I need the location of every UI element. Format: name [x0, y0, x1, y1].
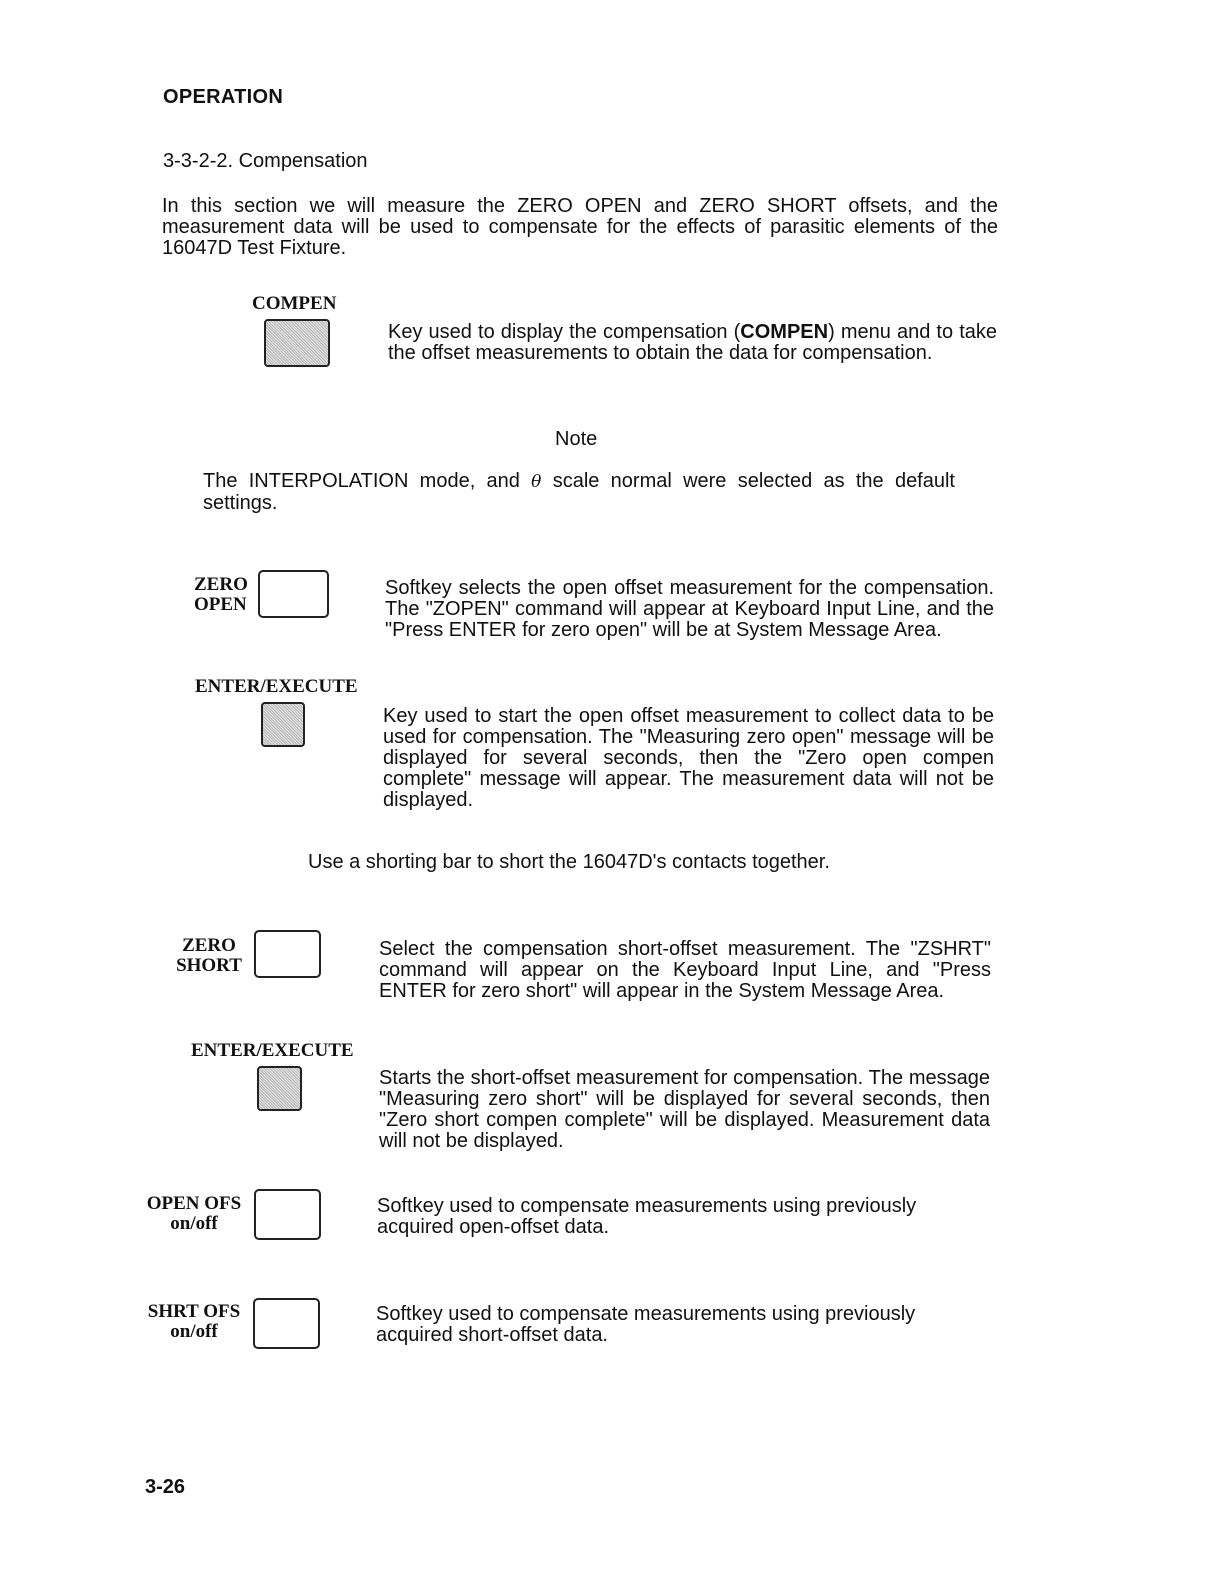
zero-short-softkey[interactable] [254, 930, 321, 978]
compen-description: Key used to display the compensation (COMPEN) menu and to take the offset measurements to obtain the data for compensation. [388, 321, 997, 364]
open-ofs-description: Softkey used to compensate measurements using previously acquired open-offset data. [377, 1195, 917, 1238]
zero-short-description: Select the compensation short-offset measurement. The "ZSHRT" command will appear on the Keyboard Input Line, and "Press ENTER for zero short" will appear in the System Message Area. [379, 938, 991, 1002]
subsection-title: 3-3-2-2. Compensation [163, 150, 368, 172]
open-ofs-softkey[interactable] [254, 1189, 321, 1240]
zero-open-label: ZERO OPEN [194, 574, 248, 615]
shrt-ofs-label: SHRT OFS on/off [147, 1301, 241, 1342]
zero-open-softkey[interactable] [258, 570, 329, 618]
page-number: 3-26 [145, 1476, 186, 1498]
note-text: The INTERPOLATION mode, and θ scale normal were selected as the default settings. [203, 470, 955, 514]
enter-execute-open-description: Key used to start the open offset measurement to collect data to be used for compensation. The "Measuring zero open" message will be displayed for several seconds, then the "Zero open compen complete" message will appear. The measurement data will not be displayed. [383, 705, 994, 811]
enter-execute-short-label: ENTER/EXECUTE [191, 1040, 354, 1061]
shorting-instruction: Use a shorting bar to short the 16047D's contacts together. [308, 851, 830, 873]
enter-execute-open-label: ENTER/EXECUTE [195, 676, 358, 697]
shrt-ofs-softkey[interactable] [253, 1298, 320, 1349]
compen-key[interactable] [264, 319, 330, 367]
note-heading: Note [555, 428, 598, 450]
zero-open-description: Softkey selects the open offset measurement for the compensation. The "ZOPEN" command will appear at Keyboard Input Line, and the "Press ENTER for zero open" will be at System Message Area. [385, 577, 994, 641]
enter-execute-open-key[interactable] [261, 702, 305, 747]
shrt-ofs-description: Softkey used to compensate measurements using previously acquired short-offset data. [376, 1303, 916, 1346]
enter-execute-short-description: Starts the short-offset measurement for compensation. The message "Measuring zero short" will be displayed for several seconds, then "Zero short compen complete" will be displayed. Measurement data will not be displayed. [379, 1067, 990, 1152]
intro-paragraph: In this section we will measure the ZERO OPEN and ZERO SHORT offsets, and the measurement data will be used to compensate for the effects of parasitic elements of the 16047D Test Fixture. [162, 195, 998, 259]
open-ofs-label: OPEN OFS on/off [146, 1193, 242, 1234]
enter-execute-short-key[interactable] [257, 1066, 302, 1111]
section-title: OPERATION [163, 86, 284, 108]
zero-short-label: ZERO SHORT [176, 935, 242, 976]
compen-key-label: COMPEN [252, 293, 337, 314]
